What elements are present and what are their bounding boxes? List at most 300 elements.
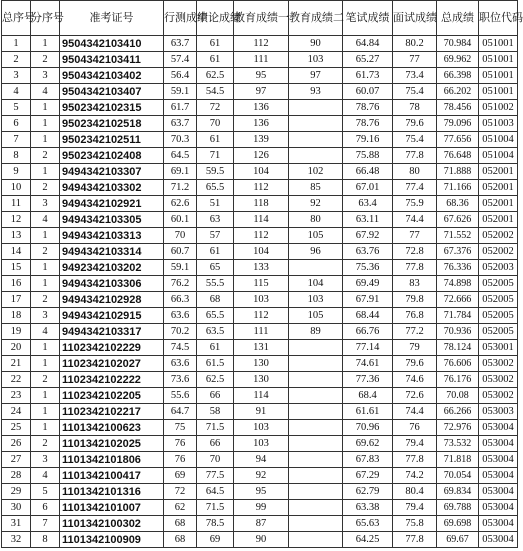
written-score-cell: 67.29	[343, 468, 393, 484]
position-code-cell: 053004	[479, 452, 518, 468]
education-score-1-cell: 91	[234, 404, 289, 420]
group-index-cell: 2	[31, 180, 60, 196]
table-row	[2, 52, 518, 68]
essay-score-cell: 51	[197, 196, 234, 212]
table-row	[2, 228, 518, 244]
header-cell: 总序号	[2, 1, 31, 36]
aptitude-score-cell: 70	[164, 228, 197, 244]
table-row	[2, 148, 518, 164]
total-index-cell: 3	[2, 68, 31, 84]
exam-id-cell: 9494342103305	[60, 212, 164, 228]
position-code-cell: 051001	[479, 68, 518, 84]
education-score-2-cell: 103	[289, 52, 343, 68]
education-score-2-cell	[289, 516, 343, 532]
header-cell: 分序号	[31, 1, 60, 36]
exam-id-cell: 1102342102222	[60, 372, 164, 388]
written-score-cell: 66.76	[343, 324, 393, 340]
interview-score-cell: 79	[393, 340, 437, 356]
aptitude-score-cell: 59.1	[164, 260, 197, 276]
group-index-cell: 1	[31, 356, 60, 372]
interview-score-cell: 78	[393, 100, 437, 116]
table-row	[2, 372, 518, 388]
essay-score-cell: 55.5	[197, 276, 234, 292]
interview-score-cell: 77	[393, 228, 437, 244]
education-score-1-cell: 114	[234, 212, 289, 228]
aptitude-score-cell: 62.6	[164, 196, 197, 212]
exam-id-cell: 1102342102027	[60, 356, 164, 372]
aptitude-score-cell: 62	[164, 500, 197, 516]
exam-id-cell: 1101342100417	[60, 468, 164, 484]
essay-score-cell: 62.5	[197, 372, 234, 388]
education-score-1-cell: 112	[234, 180, 289, 196]
education-score-1-cell: 103	[234, 436, 289, 452]
education-score-1-cell: 139	[234, 132, 289, 148]
total-score-cell: 73.532	[437, 436, 479, 452]
total-score-cell: 70.054	[437, 468, 479, 484]
essay-score-cell: 68	[197, 292, 234, 308]
position-code-cell: 053004	[479, 500, 518, 516]
education-score-2-cell	[289, 388, 343, 404]
interview-score-cell: 79.6	[393, 356, 437, 372]
aptitude-score-cell: 63.7	[164, 116, 197, 132]
total-index-cell: 2	[2, 52, 31, 68]
interview-score-cell: 75.9	[393, 196, 437, 212]
total-score-cell: 78.124	[437, 340, 479, 356]
total-index-cell: 32	[2, 532, 31, 548]
written-score-cell: 67.01	[343, 180, 393, 196]
total-index-cell: 4	[2, 84, 31, 100]
interview-score-cell: 72.8	[393, 244, 437, 260]
written-score-cell: 75.36	[343, 260, 393, 276]
essay-score-cell: 65.5	[197, 180, 234, 196]
exam-id-cell: 9492342103202	[60, 260, 164, 276]
education-score-1-cell: 92	[234, 468, 289, 484]
education-score-1-cell: 112	[234, 228, 289, 244]
total-index-cell: 9	[2, 164, 31, 180]
aptitude-score-cell: 71.2	[164, 180, 197, 196]
header-cell: 面试成绩	[393, 1, 437, 36]
education-score-1-cell: 126	[234, 148, 289, 164]
interview-score-cell: 80	[393, 164, 437, 180]
written-score-cell: 67.83	[343, 452, 393, 468]
essay-score-cell: 77.5	[197, 468, 234, 484]
aptitude-score-cell: 68	[164, 516, 197, 532]
written-score-cell: 79.16	[343, 132, 393, 148]
position-code-cell: 053004	[479, 532, 518, 548]
education-score-2-cell: 93	[289, 84, 343, 100]
total-index-cell: 11	[2, 196, 31, 212]
aptitude-score-cell: 76.2	[164, 276, 197, 292]
interview-score-cell: 74.4	[393, 212, 437, 228]
group-index-cell: 1	[31, 116, 60, 132]
education-score-2-cell: 80	[289, 212, 343, 228]
exam-id-cell: 1101342100909	[60, 532, 164, 548]
education-score-1-cell: 95	[234, 484, 289, 500]
education-score-2-cell	[289, 468, 343, 484]
total-index-cell: 7	[2, 132, 31, 148]
exam-id-cell: 1102342102205	[60, 388, 164, 404]
table-row	[2, 324, 518, 340]
aptitude-score-cell: 60.1	[164, 212, 197, 228]
essay-score-cell: 71	[197, 148, 234, 164]
written-score-cell: 65.27	[343, 52, 393, 68]
written-score-cell: 63.4	[343, 196, 393, 212]
interview-score-cell: 77.4	[393, 180, 437, 196]
total-index-cell: 10	[2, 180, 31, 196]
total-index-cell: 28	[2, 468, 31, 484]
exam-id-cell: 1101342102025	[60, 436, 164, 452]
education-score-2-cell	[289, 532, 343, 548]
aptitude-score-cell: 75	[164, 420, 197, 436]
essay-score-cell: 70	[197, 116, 234, 132]
table-row	[2, 388, 518, 404]
position-code-cell: 052001	[479, 196, 518, 212]
education-score-2-cell: 102	[289, 164, 343, 180]
total-index-cell: 23	[2, 388, 31, 404]
education-score-2-cell	[289, 356, 343, 372]
group-index-cell: 4	[31, 468, 60, 484]
total-score-cell: 71.552	[437, 228, 479, 244]
position-code-cell: 053004	[479, 436, 518, 452]
total-index-cell: 5	[2, 100, 31, 116]
exam-id-cell: 9494342102921	[60, 196, 164, 212]
total-index-cell: 15	[2, 260, 31, 276]
total-score-cell: 74.898	[437, 276, 479, 292]
written-score-cell: 62.79	[343, 484, 393, 500]
total-index-cell: 6	[2, 116, 31, 132]
total-score-cell: 69.962	[437, 52, 479, 68]
education-score-1-cell: 136	[234, 116, 289, 132]
table-row	[2, 132, 518, 148]
position-code-cell: 052003	[479, 260, 518, 276]
exam-id-cell: 9494342102928	[60, 292, 164, 308]
essay-score-cell: 57	[197, 228, 234, 244]
position-code-cell: 051001	[479, 36, 518, 52]
position-code-cell: 051003	[479, 116, 518, 132]
total-index-cell: 17	[2, 292, 31, 308]
header-cell: 申论成绩	[197, 1, 234, 36]
written-score-cell: 77.14	[343, 340, 393, 356]
written-score-cell: 78.76	[343, 116, 393, 132]
aptitude-score-cell: 55.6	[164, 388, 197, 404]
group-index-cell: 1	[31, 164, 60, 180]
total-score-cell: 67.376	[437, 244, 479, 260]
group-index-cell: 1	[31, 100, 60, 116]
total-index-cell: 19	[2, 324, 31, 340]
aptitude-score-cell: 64.7	[164, 404, 197, 420]
aptitude-score-cell: 72	[164, 484, 197, 500]
table-row	[2, 244, 518, 260]
aptitude-score-cell: 64.5	[164, 148, 197, 164]
education-score-2-cell: 85	[289, 180, 343, 196]
exam-id-cell: 1101342101007	[60, 500, 164, 516]
total-index-cell: 1	[2, 36, 31, 52]
written-score-cell: 64.25	[343, 532, 393, 548]
position-code-cell: 051004	[479, 132, 518, 148]
exam-id-cell: 9494342102915	[60, 308, 164, 324]
interview-score-cell: 80.4	[393, 484, 437, 500]
essay-score-cell: 59.5	[197, 164, 234, 180]
header-cell: 教育成绩二	[289, 1, 343, 36]
exam-id-cell: 9502342102511	[60, 132, 164, 148]
education-score-1-cell: 95	[234, 68, 289, 84]
total-score-cell: 69.788	[437, 500, 479, 516]
total-score-cell: 68.36	[437, 196, 479, 212]
exam-id-cell: 9504342103411	[60, 52, 164, 68]
group-index-cell: 3	[31, 196, 60, 212]
education-score-2-cell	[289, 500, 343, 516]
table-body	[2, 36, 518, 548]
exam-id-cell: 9504342103402	[60, 68, 164, 84]
education-score-1-cell: 130	[234, 372, 289, 388]
position-code-cell: 052005	[479, 308, 518, 324]
group-index-cell: 3	[31, 308, 60, 324]
written-score-cell: 63.76	[343, 244, 393, 260]
header-cell: 总成绩	[437, 1, 479, 36]
group-index-cell: 1	[31, 228, 60, 244]
table-row	[2, 420, 518, 436]
group-index-cell: 1	[31, 420, 60, 436]
total-score-cell: 67.626	[437, 212, 479, 228]
total-score-cell: 78.456	[437, 100, 479, 116]
education-score-1-cell: 112	[234, 36, 289, 52]
total-score-cell: 76.606	[437, 356, 479, 372]
essay-score-cell: 66	[197, 388, 234, 404]
aptitude-score-cell: 70.3	[164, 132, 197, 148]
written-score-cell: 63.38	[343, 500, 393, 516]
interview-score-cell: 74.2	[393, 468, 437, 484]
interview-score-cell: 73.4	[393, 68, 437, 84]
group-index-cell: 3	[31, 452, 60, 468]
interview-score-cell: 77.8	[393, 260, 437, 276]
group-index-cell: 1	[31, 404, 60, 420]
education-score-1-cell: 94	[234, 452, 289, 468]
total-score-cell: 76.648	[437, 148, 479, 164]
group-index-cell: 2	[31, 292, 60, 308]
interview-score-cell: 75.4	[393, 132, 437, 148]
total-index-cell: 18	[2, 308, 31, 324]
written-score-cell: 65.63	[343, 516, 393, 532]
written-score-cell: 67.91	[343, 292, 393, 308]
essay-score-cell: 61	[197, 52, 234, 68]
aptitude-score-cell: 61.7	[164, 100, 197, 116]
table-row	[2, 260, 518, 276]
interview-score-cell: 79.6	[393, 116, 437, 132]
group-index-cell: 1	[31, 260, 60, 276]
education-score-2-cell: 103	[289, 292, 343, 308]
education-score-2-cell: 92	[289, 196, 343, 212]
aptitude-score-cell: 69.1	[164, 164, 197, 180]
education-score-2-cell	[289, 484, 343, 500]
position-code-cell: 052005	[479, 276, 518, 292]
total-index-cell: 16	[2, 276, 31, 292]
table-row	[2, 180, 518, 196]
group-index-cell: 2	[31, 436, 60, 452]
table-row	[2, 404, 518, 420]
interview-score-cell: 77	[393, 52, 437, 68]
table-row	[2, 68, 518, 84]
education-score-1-cell: 133	[234, 260, 289, 276]
written-score-cell: 77.36	[343, 372, 393, 388]
table-row	[2, 116, 518, 132]
table-row	[2, 100, 518, 116]
exam-id-cell: 1101342100302	[60, 516, 164, 532]
essay-score-cell: 61	[197, 244, 234, 260]
education-score-2-cell	[289, 340, 343, 356]
aptitude-score-cell: 56.4	[164, 68, 197, 84]
exam-id-cell: 9502342102518	[60, 116, 164, 132]
essay-score-cell: 61	[197, 132, 234, 148]
interview-score-cell: 74.4	[393, 404, 437, 420]
total-index-cell: 26	[2, 436, 31, 452]
aptitude-score-cell: 59.1	[164, 84, 197, 100]
aptitude-score-cell: 63.6	[164, 308, 197, 324]
interview-score-cell: 77.2	[393, 324, 437, 340]
position-code-cell: 053003	[479, 404, 518, 420]
total-index-cell: 20	[2, 340, 31, 356]
education-score-2-cell	[289, 420, 343, 436]
total-score-cell: 69.698	[437, 516, 479, 532]
aptitude-score-cell: 73.6	[164, 372, 197, 388]
interview-score-cell: 80.2	[393, 36, 437, 52]
exam-id-cell: 9494342103302	[60, 180, 164, 196]
aptitude-score-cell: 66.3	[164, 292, 197, 308]
written-score-cell: 67.92	[343, 228, 393, 244]
position-code-cell: 052005	[479, 324, 518, 340]
position-code-cell: 052002	[479, 228, 518, 244]
group-index-cell: 2	[31, 52, 60, 68]
group-index-cell: 6	[31, 500, 60, 516]
aptitude-score-cell: 57.4	[164, 52, 197, 68]
exam-id-cell: 9502342102315	[60, 100, 164, 116]
header-cell: 准考证号	[60, 1, 164, 36]
total-score-cell: 69.834	[437, 484, 479, 500]
total-score-cell: 71.166	[437, 180, 479, 196]
interview-score-cell: 76	[393, 420, 437, 436]
exam-id-cell: 9494342103313	[60, 228, 164, 244]
written-score-cell: 63.11	[343, 212, 393, 228]
table-row	[2, 356, 518, 372]
total-index-cell: 31	[2, 516, 31, 532]
education-score-2-cell	[289, 132, 343, 148]
education-score-1-cell: 97	[234, 84, 289, 100]
exam-id-cell: 1102342102229	[60, 340, 164, 356]
position-code-cell: 051002	[479, 100, 518, 116]
education-score-2-cell	[289, 452, 343, 468]
total-score-cell: 79.096	[437, 116, 479, 132]
essay-score-cell: 61.5	[197, 356, 234, 372]
score-table	[1, 0, 523, 548]
exam-id-cell: 1102342102217	[60, 404, 164, 420]
position-code-cell: 053002	[479, 356, 518, 372]
written-score-cell: 75.88	[343, 148, 393, 164]
total-score-cell: 71.888	[437, 164, 479, 180]
position-code-cell: 053004	[479, 516, 518, 532]
written-score-cell: 66.48	[343, 164, 393, 180]
total-index-cell: 13	[2, 228, 31, 244]
table-row	[2, 484, 518, 500]
education-score-1-cell: 112	[234, 308, 289, 324]
group-index-cell: 3	[31, 68, 60, 84]
total-score-cell: 69.67	[437, 532, 479, 548]
total-index-cell: 14	[2, 244, 31, 260]
exam-id-cell: 9494342103317	[60, 324, 164, 340]
essay-score-cell: 62.5	[197, 68, 234, 84]
header-cell: 笔试成绩	[343, 1, 393, 36]
total-index-cell: 25	[2, 420, 31, 436]
essay-score-cell: 61	[197, 340, 234, 356]
position-code-cell: 053004	[479, 420, 518, 436]
header-cell: 教育成绩一	[234, 1, 289, 36]
total-index-cell: 21	[2, 356, 31, 372]
education-score-1-cell: 87	[234, 516, 289, 532]
essay-score-cell: 63	[197, 212, 234, 228]
position-code-cell: 051001	[479, 84, 518, 100]
essay-score-cell: 71.5	[197, 500, 234, 516]
total-index-cell: 8	[2, 148, 31, 164]
group-index-cell: 1	[31, 276, 60, 292]
education-score-1-cell: 115	[234, 276, 289, 292]
exam-id-cell: 9494342103306	[60, 276, 164, 292]
written-score-cell: 68.44	[343, 308, 393, 324]
position-code-cell: 052001	[479, 164, 518, 180]
essay-score-cell: 78.5	[197, 516, 234, 532]
total-index-cell: 12	[2, 212, 31, 228]
table-row	[2, 196, 518, 212]
interview-score-cell: 75.8	[393, 516, 437, 532]
total-index-cell: 27	[2, 452, 31, 468]
interview-score-cell: 79.4	[393, 500, 437, 516]
table-row	[2, 532, 518, 548]
total-score-cell: 70.984	[437, 36, 479, 52]
total-score-cell: 70.936	[437, 324, 479, 340]
essay-score-cell: 63.5	[197, 324, 234, 340]
education-score-2-cell: 90	[289, 36, 343, 52]
table-row	[2, 36, 518, 52]
interview-score-cell: 72.6	[393, 388, 437, 404]
total-index-cell: 30	[2, 500, 31, 516]
education-score-1-cell: 90	[234, 532, 289, 548]
header-row	[2, 1, 518, 36]
group-index-cell: 2	[31, 244, 60, 260]
education-score-1-cell: 136	[234, 100, 289, 116]
exam-id-cell: 1101342101316	[60, 484, 164, 500]
education-score-2-cell	[289, 116, 343, 132]
position-code-cell: 052001	[479, 212, 518, 228]
aptitude-score-cell: 69	[164, 468, 197, 484]
position-code-cell: 053002	[479, 372, 518, 388]
group-index-cell: 2	[31, 372, 60, 388]
written-score-cell: 78.76	[343, 100, 393, 116]
education-score-1-cell: 130	[234, 356, 289, 372]
interview-score-cell: 76.8	[393, 308, 437, 324]
exam-id-cell: 9504342103410	[60, 36, 164, 52]
education-score-2-cell: 97	[289, 68, 343, 84]
education-score-1-cell: 103	[234, 420, 289, 436]
table-row	[2, 516, 518, 532]
total-index-cell: 29	[2, 484, 31, 500]
table-row	[2, 212, 518, 228]
total-score-cell: 66.266	[437, 404, 479, 420]
position-code-cell: 053004	[479, 468, 518, 484]
table-row	[2, 308, 518, 324]
education-score-1-cell: 99	[234, 500, 289, 516]
exam-id-cell: 1101342101806	[60, 452, 164, 468]
interview-score-cell: 77.8	[393, 148, 437, 164]
written-score-cell: 64.84	[343, 36, 393, 52]
education-score-2-cell: 105	[289, 228, 343, 244]
aptitude-score-cell: 76	[164, 436, 197, 452]
